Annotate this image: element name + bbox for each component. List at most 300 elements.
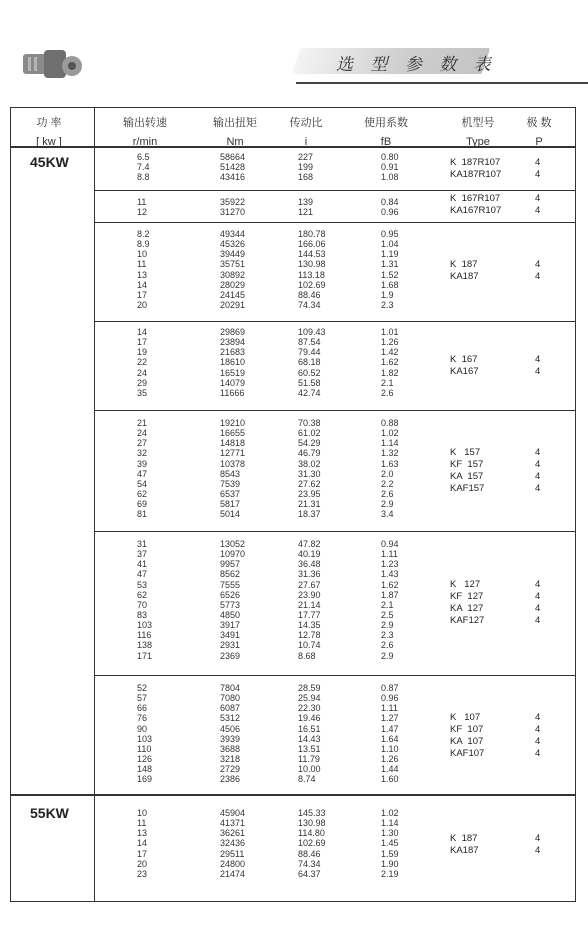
speed-column [137, 808, 147, 879]
torque-cell: 29869 [220, 327, 246, 337]
ratio-cell: 23.95 [298, 488, 321, 499]
ratio-cell: 27.67 [298, 579, 321, 590]
torque-cell: 8562 [220, 569, 241, 580]
service-factor-cell: 1.30 [381, 828, 399, 839]
speed-column [137, 539, 152, 661]
service-factor-cell: 0.84 [381, 197, 399, 207]
factor-column [381, 229, 399, 310]
ratio-cell: 17.77 [298, 609, 321, 620]
torque-cell: 6537 [220, 488, 241, 499]
speed-cell: 41 [137, 559, 148, 570]
torque-cell: 6087 [220, 703, 241, 714]
type-cell: KA 157 [450, 471, 484, 482]
power-label-55kw: 55KW [30, 805, 69, 821]
type-cell: K 187 [450, 259, 478, 270]
speed-cell: 57 [137, 693, 148, 704]
speed-cell: 66 [137, 703, 148, 714]
speed-cell: 17 [137, 337, 148, 348]
service-factor-cell: 1.82 [381, 367, 399, 378]
torque-cell: 49344 [220, 229, 246, 239]
torque-cell: 35751 [220, 259, 246, 270]
service-factor-cell: 1.31 [381, 259, 399, 270]
ratio-cell: 10.74 [298, 640, 321, 651]
ratio-cell: 51.58 [298, 377, 321, 388]
torque-cell: 45904 [220, 808, 246, 818]
service-factor-cell: 1.19 [381, 249, 399, 260]
service-factor-cell: 1.04 [381, 239, 399, 250]
speed-cell: 37 [137, 549, 148, 560]
speed-cell: 47 [137, 569, 148, 580]
service-factor-cell: 2.5 [381, 609, 394, 620]
poles-column [535, 712, 540, 760]
poles-column [535, 833, 540, 857]
torque-cell: 12771 [220, 448, 246, 459]
torque-cell: 20291 [220, 299, 246, 310]
ratio-cell: 88.46 [298, 289, 321, 300]
ratio-cell: 102.69 [298, 838, 326, 849]
group-separator [94, 190, 576, 191]
service-factor-cell: 1.26 [381, 753, 399, 764]
type-cell: K 187 [450, 833, 478, 844]
ratio-column [298, 197, 313, 217]
torque-cell: 24145 [220, 289, 246, 300]
torque-column [220, 152, 245, 182]
service-factor-cell: 1.9 [381, 289, 394, 300]
speed-cell: 11 [137, 818, 147, 829]
power-column-divider [94, 107, 95, 902]
speed-cell: 171 [137, 650, 153, 661]
ratio-cell: 74.34 [298, 858, 321, 869]
torque-cell: 4506 [220, 723, 241, 734]
ratio-cell: 18.37 [298, 509, 321, 520]
torque-cell: 21474 [220, 868, 246, 879]
ratio-cell: 87.54 [298, 337, 321, 348]
ratio-cell: 199 [298, 162, 314, 173]
torque-cell: 9957 [220, 559, 241, 570]
service-factor-cell: 0.80 [381, 152, 399, 162]
ratio-cell: 8.74 [298, 774, 316, 785]
torque-cell: 7539 [220, 478, 241, 489]
service-factor-cell: 1.11 [381, 703, 398, 714]
poles-column [535, 157, 540, 181]
ratio-cell: 168 [298, 172, 314, 183]
speed-cell: 12 [137, 207, 148, 218]
poles-cell: 4 [535, 193, 541, 204]
group-separator [94, 675, 576, 676]
service-factor-cell: 1.62 [381, 579, 399, 590]
torque-column [220, 683, 240, 784]
torque-cell: 10970 [220, 549, 246, 560]
speed-cell: 103 [137, 733, 153, 744]
speed-cell: 21 [137, 418, 148, 428]
torque-cell: 19210 [220, 418, 246, 428]
type-cell: KF 157 [450, 459, 484, 470]
type-column [450, 157, 501, 181]
factor-column [381, 197, 399, 217]
service-factor-cell: 3.4 [381, 509, 394, 520]
type-column [450, 833, 479, 857]
ratio-cell: 31.30 [298, 468, 321, 479]
ratio-cell: 64.37 [298, 868, 321, 879]
ratio-cell: 46.79 [298, 448, 321, 459]
ratio-column [298, 808, 326, 879]
torque-column [220, 539, 245, 661]
speed-cell: 17 [137, 289, 148, 300]
torque-column [220, 229, 245, 310]
ratio-cell: 70.38 [298, 418, 321, 428]
service-factor-cell: 0.87 [381, 683, 399, 693]
torque-cell: 3917 [220, 620, 241, 631]
ratio-cell: 13.51 [298, 743, 321, 754]
speed-cell: 81 [137, 509, 148, 520]
torque-cell: 16655 [220, 428, 246, 439]
poles-cell: 4 [535, 615, 541, 626]
ratio-cell: 8.68 [298, 650, 316, 661]
type-cell: KA167R107 [450, 205, 502, 216]
service-factor-cell: 1.11 [381, 549, 398, 560]
service-factor-cell: 1.60 [381, 774, 399, 785]
ratio-cell: 40.19 [298, 549, 321, 560]
poles-cell: 4 [535, 259, 541, 270]
poles-column [535, 447, 540, 495]
speed-cell: 23 [137, 868, 148, 879]
torque-cell: 18610 [220, 357, 246, 368]
ratio-cell: 180.78 [298, 229, 326, 239]
service-factor-cell: 1.47 [381, 723, 399, 734]
gear-motor-logo [22, 44, 84, 82]
speed-column [137, 152, 150, 182]
ratio-cell: 60.52 [298, 367, 321, 378]
ratio-cell: 12.78 [298, 630, 321, 641]
service-factor-cell: 1.32 [381, 448, 399, 459]
speed-cell: 20 [137, 858, 148, 869]
speed-column [137, 229, 150, 310]
torque-cell: 58664 [220, 152, 246, 162]
service-factor-cell: 0.88 [381, 418, 399, 428]
torque-cell: 29511 [220, 848, 245, 859]
torque-cell: 36261 [220, 828, 246, 839]
ratio-cell: 10.00 [298, 764, 321, 775]
service-factor-cell: 1.14 [381, 438, 399, 449]
speed-cell: 14 [137, 279, 148, 290]
type-cell: K 157 [450, 447, 481, 458]
service-factor-cell: 1.90 [381, 858, 399, 869]
speed-cell: 83 [137, 609, 148, 620]
ratio-cell: 74.34 [298, 299, 321, 310]
speed-cell: 11 [137, 259, 147, 270]
torque-cell: 11666 [220, 387, 245, 398]
poles-cell: 4 [535, 736, 541, 747]
poles-cell: 4 [535, 591, 541, 602]
poles-cell: 4 [535, 447, 541, 458]
ratio-cell: 227 [298, 152, 314, 162]
torque-cell: 5773 [220, 599, 241, 610]
ratio-cell: 109.43 [298, 327, 326, 337]
speed-cell: 70 [137, 599, 148, 610]
speed-cell: 22 [137, 357, 148, 368]
speed-cell: 39 [137, 458, 148, 469]
torque-cell: 3688 [220, 743, 241, 754]
type-cell: KAF157 [450, 483, 485, 494]
ratio-cell: 14.35 [298, 620, 321, 631]
torque-cell: 23894 [220, 337, 246, 348]
poles-cell: 4 [535, 483, 541, 494]
speed-cell: 8.2 [137, 229, 150, 239]
ratio-column [298, 152, 313, 182]
power-separator [10, 794, 576, 796]
service-factor-cell: 1.43 [381, 569, 399, 580]
service-factor-cell: 2.1 [381, 599, 394, 610]
ratio-cell: 36.48 [298, 559, 321, 570]
torque-cell: 2931 [220, 640, 241, 651]
poles-cell: 4 [535, 748, 541, 759]
header-poles: 极 数 P [526, 117, 552, 148]
ratio-cell: 139 [298, 197, 314, 207]
ratio-cell: 21.31 [298, 499, 321, 510]
torque-column [220, 418, 245, 519]
speed-cell: 116 [137, 630, 152, 641]
factor-column [381, 418, 399, 519]
ratio-cell: 61.02 [298, 428, 321, 439]
torque-cell: 45326 [220, 239, 246, 250]
speed-cell: 62 [137, 488, 148, 499]
speed-cell: 10 [137, 249, 148, 260]
header-ratio: 传动比 i [289, 117, 323, 148]
type-column [450, 259, 479, 283]
type-column [450, 354, 479, 378]
speed-cell: 8.9 [137, 239, 150, 250]
ratio-cell: 23.90 [298, 589, 321, 600]
service-factor-cell: 0.91 [381, 162, 399, 173]
service-factor-cell: 1.87 [381, 589, 399, 600]
poles-cell: 4 [535, 603, 541, 614]
type-cell: K 187R107 [450, 157, 501, 168]
speed-cell: 20 [137, 299, 148, 310]
service-factor-cell: 2.0 [381, 468, 394, 479]
service-factor-cell: 2.19 [381, 868, 399, 879]
ratio-cell: 27.62 [298, 478, 321, 489]
speed-cell: 10 [137, 808, 148, 818]
ratio-cell: 166.06 [298, 239, 326, 250]
speed-column [137, 327, 147, 398]
torque-cell: 7804 [220, 683, 241, 693]
group-separator [94, 531, 576, 532]
torque-column [220, 197, 245, 217]
service-factor-cell: 2.6 [381, 387, 394, 398]
type-cell: KAF107 [450, 748, 485, 759]
title-rule [296, 82, 588, 84]
page-title: 选 型 参 数 表 [336, 55, 497, 75]
torque-cell: 43416 [220, 172, 246, 183]
ratio-cell: 145.33 [298, 808, 326, 818]
service-factor-cell: 2.1 [381, 377, 394, 388]
ratio-cell: 102.69 [298, 279, 326, 290]
torque-cell: 5312 [220, 713, 241, 724]
speed-cell: 13 [137, 269, 148, 280]
speed-cell: 24 [137, 367, 148, 378]
speed-cell: 76 [137, 713, 148, 724]
torque-cell: 16519 [220, 367, 246, 378]
type-cell: KA187 [450, 271, 479, 282]
torque-cell: 39449 [220, 249, 246, 260]
ratio-cell: 42.74 [298, 387, 321, 398]
torque-cell: 4850 [220, 609, 241, 620]
torque-cell: 32436 [220, 838, 246, 849]
ratio-cell: 68.18 [298, 357, 321, 368]
type-column [450, 712, 484, 760]
type-cell: KA187 [450, 845, 479, 856]
poles-column [535, 193, 540, 217]
speed-cell: 47 [137, 468, 148, 479]
header-torque: 输出扭矩 Nm [213, 117, 257, 148]
type-cell: KF 107 [450, 724, 484, 735]
factor-column [381, 539, 399, 661]
ratio-column [298, 683, 321, 784]
service-factor-cell: 1.01 [381, 327, 399, 337]
ratio-cell: 130.98 [298, 259, 326, 270]
torque-cell: 6526 [220, 589, 241, 600]
type-cell: KF 127 [450, 591, 484, 602]
type-cell: KAF127 [450, 615, 485, 626]
type-column [450, 447, 484, 495]
service-factor-cell: 1.02 [381, 808, 399, 818]
poles-column [535, 354, 540, 378]
speed-cell: 14 [137, 838, 148, 849]
service-factor-cell: 2.9 [381, 650, 394, 661]
service-factor-cell: 0.96 [381, 693, 399, 704]
poles-cell: 4 [535, 471, 541, 482]
speed-column [137, 418, 147, 519]
ratio-cell: 130.98 [298, 818, 326, 829]
speed-cell: 35 [137, 387, 148, 398]
ratio-cell: 14.43 [298, 733, 321, 744]
header-speed: 输出转速 r/min [123, 117, 167, 148]
torque-cell: 14818 [220, 438, 246, 449]
service-factor-cell: 1.45 [381, 838, 399, 849]
type-cell: KA187R107 [450, 169, 502, 180]
poles-cell: 4 [535, 459, 541, 470]
speed-cell: 6.5 [137, 152, 150, 162]
torque-cell: 3218 [220, 753, 241, 764]
speed-cell: 29 [137, 377, 148, 388]
torque-cell: 21683 [220, 347, 246, 358]
speed-cell: 8.8 [137, 172, 150, 183]
service-factor-cell: 1.64 [381, 733, 399, 744]
poles-cell: 4 [535, 205, 541, 216]
type-cell: KA 107 [450, 736, 484, 747]
speed-cell: 54 [137, 478, 148, 489]
ratio-cell: 11.79 [298, 753, 320, 764]
torque-cell: 24800 [220, 858, 246, 869]
speed-cell: 17 [137, 848, 148, 859]
type-cell: K 167R107 [450, 193, 501, 204]
torque-cell: 51428 [220, 162, 246, 173]
ratio-column [298, 229, 326, 310]
speed-cell: 14 [137, 327, 148, 337]
service-factor-cell: 2.3 [381, 299, 394, 310]
ratio-cell: 113.18 [298, 269, 325, 280]
service-factor-cell: 1.42 [381, 347, 399, 358]
header-power: 功 率 [ kw ] [36, 117, 62, 148]
service-factor-cell: 2.9 [381, 620, 394, 631]
factor-column [381, 808, 399, 879]
poles-cell: 4 [535, 271, 541, 282]
poles-cell: 4 [535, 169, 541, 180]
service-factor-cell: 1.63 [381, 458, 399, 469]
service-factor-cell: 2.2 [381, 478, 394, 489]
speed-cell: 11 [137, 197, 147, 207]
torque-column [220, 327, 245, 398]
poles-cell: 4 [535, 354, 541, 365]
torque-cell: 2369 [220, 650, 241, 661]
speed-cell: 7.4 [137, 162, 150, 173]
service-factor-cell: 1.27 [381, 713, 399, 724]
poles-cell: 4 [535, 157, 541, 168]
ratio-cell: 16.51 [298, 723, 321, 734]
service-factor-cell: 1.44 [381, 764, 399, 775]
ratio-cell: 38.02 [298, 458, 321, 469]
torque-cell: 5817 [220, 499, 241, 510]
ratio-cell: 88.46 [298, 848, 321, 859]
group-separator [94, 222, 576, 223]
power-label-45kw: 45KW [30, 154, 69, 170]
ratio-column [298, 539, 321, 661]
speed-cell: 138 [137, 640, 153, 651]
group-separator [94, 321, 576, 322]
speed-cell: 103 [137, 620, 153, 631]
poles-cell: 4 [535, 845, 541, 856]
speed-cell: 62 [137, 589, 148, 600]
type-cell: KA 127 [450, 603, 484, 614]
service-factor-cell: 2.6 [381, 488, 394, 499]
service-factor-cell: 1.02 [381, 428, 399, 439]
torque-cell: 3491 [220, 630, 241, 641]
ratio-cell: 19.46 [298, 713, 321, 724]
torque-cell: 30892 [220, 269, 246, 280]
service-factor-cell: 1.62 [381, 357, 399, 368]
factor-column [381, 327, 399, 398]
poles-cell: 4 [535, 579, 541, 590]
torque-column [220, 808, 245, 879]
ratio-cell: 144.53 [298, 249, 326, 260]
speed-column [137, 683, 152, 784]
speed-cell: 169 [137, 774, 153, 785]
speed-cell: 27 [137, 438, 148, 449]
speed-cell: 69 [137, 499, 148, 510]
ratio-cell: 54.29 [298, 438, 321, 449]
speed-cell: 110 [137, 743, 152, 754]
service-factor-cell: 1.26 [381, 337, 399, 348]
torque-cell: 2729 [220, 764, 241, 775]
torque-cell: 5014 [220, 509, 241, 520]
type-cell: KA167 [450, 366, 479, 377]
service-factor-cell: 0.94 [381, 539, 399, 549]
ratio-cell: 121 [298, 207, 314, 218]
poles-cell: 4 [535, 833, 541, 844]
poles-cell: 4 [535, 724, 541, 735]
service-factor-cell: 0.95 [381, 229, 399, 239]
ratio-cell: 79.44 [298, 347, 321, 358]
service-factor-cell: 1.10 [381, 743, 399, 754]
service-factor-cell: 0.96 [381, 207, 399, 218]
ratio-cell: 21.14 [298, 599, 321, 610]
service-factor-cell: 1.08 [381, 172, 399, 183]
service-factor-cell: 1.68 [381, 279, 399, 290]
torque-cell: 2386 [220, 774, 241, 785]
service-factor-cell: 1.14 [381, 818, 399, 829]
service-factor-cell: 2.3 [381, 630, 394, 641]
service-factor-cell: 1.59 [381, 848, 399, 859]
